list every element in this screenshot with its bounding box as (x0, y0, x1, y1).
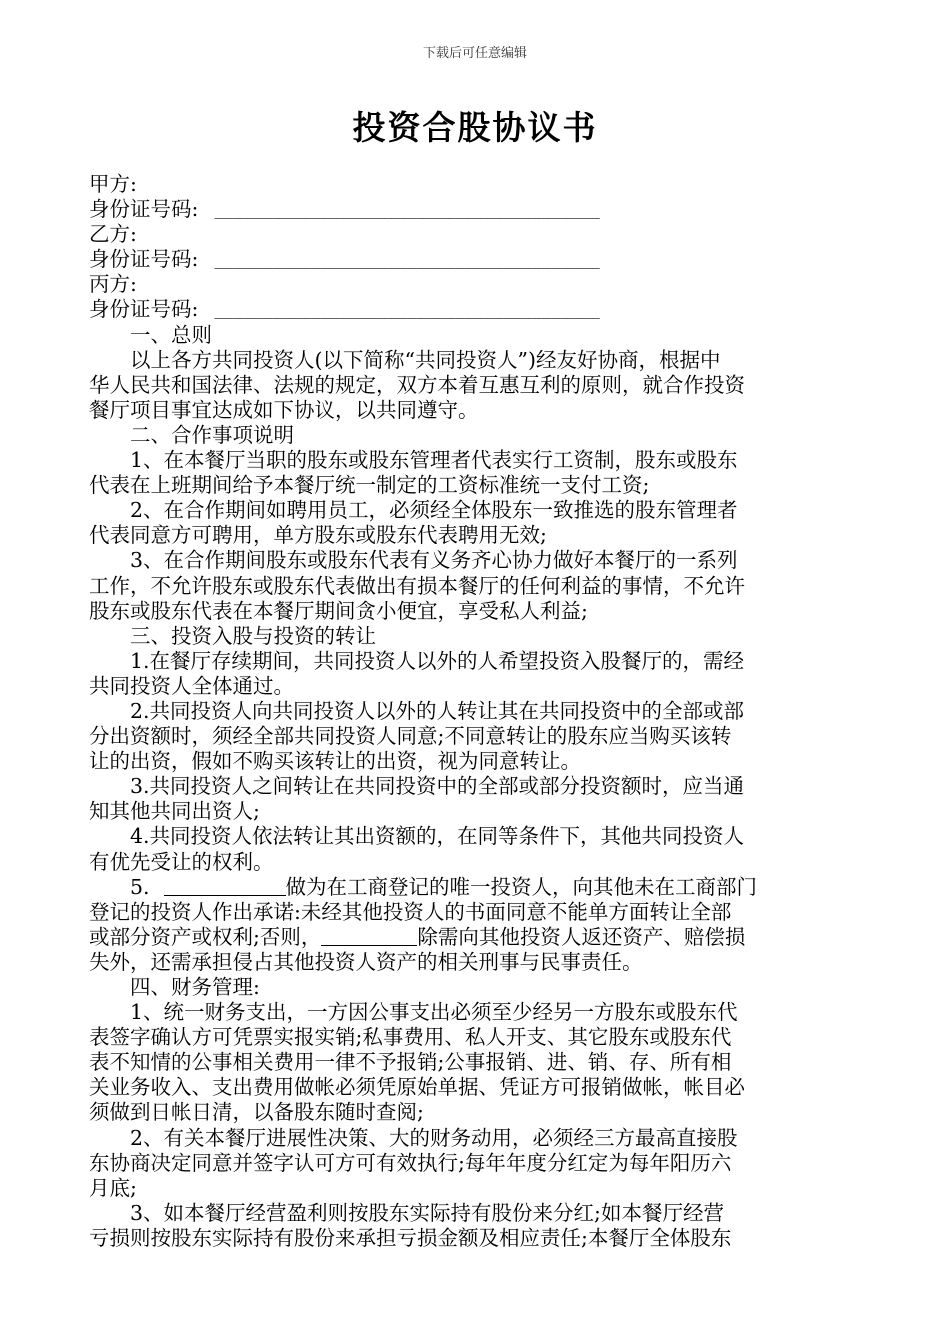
party-a-label: 甲方: (89, 172, 137, 196)
transfer-item5-line (89, 925, 864, 950)
party-c-id-blank: ________________________________________ (214, 300, 600, 320)
section-heading-cooperation: 二、合作事项说明 (130, 422, 294, 447)
paragraph-line: 3.共同投资人之间转让在共同投资中的全部或部分投资额时，应当通 (130, 774, 745, 799)
party-c-id-label: 身份证号码: (89, 297, 199, 322)
paragraph-line: 月底; (89, 1175, 137, 1200)
section-heading-general: 一、总则 (130, 322, 212, 347)
paragraph-line: 须做到日帐日清，以备股东随时查阅; (89, 1100, 424, 1125)
party-a-id-label: 身份证号码: (89, 197, 199, 222)
document-title: 投资合股协议书 (352, 108, 598, 147)
paragraph-line: 关业务收入、支出费用做帐必须凭原始单据、凭证方可报销做帐，帐目必 (89, 1075, 745, 1100)
paragraph-line: 工作，不允许股东或股东代表做出有损本餐厅的任何利益的事情，不允许 (89, 573, 745, 598)
party-b-id-blank: ________________________________________ (214, 250, 600, 270)
section-heading-finance: 四、财务管理: (130, 975, 260, 999)
section-heading-transfer: 三、投资入股与投资的转让 (130, 623, 376, 648)
paragraph-line: 1.在餐厅存续期间，共同投资人以外的人希望投资入股餐厅的，需经 (130, 648, 745, 673)
paragraph-line: 失外，还需承担侵占其他投资人资产的相关刑事与民事责任。 (89, 949, 643, 974)
item5-text: 做为在工商登记的唯一投资人，向其他未在工商部门 (285, 874, 758, 899)
party-b-id-row (89, 247, 864, 272)
party-c-id-row (89, 297, 864, 322)
paragraph-line: 华人民共和国法律、法规的规定，双方本着互惠互利的原则，就合作投资 (89, 372, 745, 397)
paragraph-line: 表签字确认方可凭票实报实销;私事费用、私人开支、其它股东或股东代 (89, 1025, 732, 1050)
party-b-id-label: 身份证号码: (89, 247, 199, 272)
investor-name-blank (164, 875, 286, 896)
paragraph-line: 以上各方共同投资人(以下简称“共同投资人”)经友好协商，根据中 (130, 347, 721, 372)
paragraph-line: 代表在上班期间给予本餐厅统一制定的工资标准统一支付工资; (89, 473, 650, 498)
header-note: 下载后可任意编辑 (422, 46, 527, 61)
paragraph-line: 亏损则按股东实际持有股份来承担亏损金额及相应责任;本餐厅全体股东 (89, 1225, 732, 1250)
party-name-blank (321, 925, 417, 946)
party-a-id-row (89, 197, 864, 222)
party-a-id-blank: ________________________________________ (214, 200, 600, 220)
paragraph-line: 有优先受让的权利。 (89, 849, 274, 874)
paragraph-line: 表不知情的公事相关费用一律不予报销;公事报销、进、销、存、所有相 (89, 1050, 732, 1075)
paragraph-line: 餐厅项目事宜达成如下协议，以共同遵守。 (89, 397, 479, 422)
paragraph-line: 股东或股东代表在本餐厅期间贪小便宜，享受私人利益; (89, 598, 588, 623)
transfer-item5-line (89, 875, 864, 900)
party-b-label: 乙方: (89, 222, 137, 247)
paragraph-line: 3、在合作期间股东或股东代表有义务齐心协力做好本餐厅的一系列 (130, 548, 738, 573)
paragraph-line: 4.共同投资人依法转让其出资额的，在同等条件下，其他共同投资人 (130, 824, 745, 849)
paragraph-line: 知其他共同出资人; (89, 799, 260, 824)
paragraph-line: 2.共同投资人向共同投资人以外的人转让其在共同投资中的全部或部 (130, 698, 745, 723)
paragraph-line: 登记的投资人作出承诺:未经其他投资人的书面同意不能单方面转让全部 (89, 899, 732, 924)
paragraph-line: 1、在本餐厅当职的股东或股东管理者代表实行工资制，股东或股东 (130, 448, 738, 473)
paragraph-line: 2、在合作期间如聘用员工，必须经全体股东一致推选的股东管理者 (130, 498, 738, 523)
item5-text: 除需向其他投资人返还资产、赔偿损 (417, 924, 746, 949)
paragraph-line: 2、有关本餐厅进展性决策、大的财务动用，必须经三方最高直接股 (130, 1125, 738, 1150)
item5-text: 或部分资产或权利;否则， (89, 924, 322, 949)
document-body (89, 172, 864, 1251)
paragraph-line: 1、统一财务支出，一方因公事支出必须至少经另一方股东或股东代 (130, 1000, 738, 1025)
paragraph-line: 分出资额时，须经全部共同投资人同意;不同意转让的股东应当购买该转 (89, 724, 732, 749)
party-c-label: 丙方: (89, 272, 137, 297)
paragraph-line: 3、如本餐厅经营盈利则按股东实际持有股份来分红;如本餐厅经营 (130, 1200, 724, 1225)
paragraph-line: 代表同意方可聘用，单方股东或股东代表聘用无效; (89, 523, 547, 548)
paragraph-line: 共同投资人全体通过。 (89, 673, 294, 698)
paragraph-line: 东协商决定同意并签字认可方可有效执行;每年年度分红定为每年阳历六 (89, 1150, 732, 1175)
item5-prefix: 5. (130, 874, 150, 899)
paragraph-line: 让的出资，假如不购买该转让的出资，视为同意转让。 (89, 749, 581, 774)
